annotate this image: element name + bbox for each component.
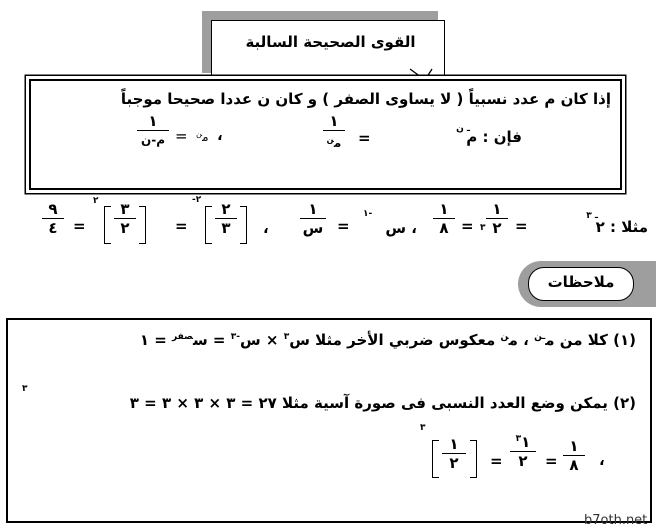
example-frac-4-den: ٣ [221, 219, 231, 237]
example-frac-5-num: ٣ [120, 200, 130, 218]
note1-part-d: × س [239, 331, 279, 349]
page-title: القوى الصحيحة السالبة [245, 33, 416, 51]
note2-frac-3-den: ٢ [449, 454, 459, 472]
note1-sup-4: -٣ [230, 332, 240, 342]
example-label: مثلا : ٢ [595, 218, 648, 236]
note2-frac-1-num: ١ [569, 437, 579, 455]
definition-neg-n-exp: ـ ن [456, 124, 470, 134]
example-frac-4 [215, 201, 237, 236]
note2-sup: ٣ [22, 384, 28, 394]
note2-frac-2-num-val: ١ [521, 433, 531, 451]
paren-left [104, 206, 111, 244]
example-frac-2-num: ١ [439, 200, 449, 218]
example-eq-4: = [175, 217, 188, 235]
definition-frac-2-den: م-ن [140, 133, 166, 147]
notes-heading: ملاحظات [547, 273, 615, 291]
note2-eq-1: = [545, 452, 558, 470]
example-eq-1: = [515, 217, 528, 235]
example-frac-1-den: ٢ [492, 219, 502, 237]
watermark: b7oth.net [584, 513, 648, 528]
note1-text [140, 331, 636, 349]
paren-right [240, 206, 247, 244]
definition-comma: ، [217, 126, 223, 144]
definition-then: فإن : م [466, 128, 522, 146]
example-frac-1 [486, 201, 508, 236]
note2-frac-2-den: ٢ [518, 452, 528, 470]
example-exp-neg2: ٢- [192, 195, 202, 205]
example-frac-5 [114, 201, 136, 236]
note2-comma: ، [599, 451, 605, 469]
paren-left [205, 206, 212, 244]
note1-part-a: (١) كلا من م [545, 331, 636, 349]
example-eq-3: = [337, 217, 350, 235]
definition-frac-1-den: م$^ن$ [326, 135, 342, 150]
note2-frac-2 [510, 431, 536, 469]
example-exp-neg3: ـ ٣ [586, 211, 598, 221]
example-exp2: ٢ [93, 196, 99, 206]
note2-text: (٢) يمكن وضع العدد النسبى فى صورة آسية مثلا ٢٧ = ٣ × ٣ × ٣ = ٣ [129, 394, 636, 412]
example-frac-1-num: ١ [492, 200, 502, 218]
example-frac-3-num: ١ [308, 200, 318, 218]
note2-eq-2: = [490, 452, 503, 470]
paren-left [432, 440, 439, 478]
example-exp3: ٣ [480, 223, 486, 233]
example-frac-3 [300, 201, 326, 236]
note2-frac-2-sup: ٣ [515, 434, 522, 444]
example-s-term: ، س [385, 219, 417, 237]
example-frac-5-den: ٢ [120, 219, 130, 237]
example-eq-2: = [461, 217, 474, 235]
note2-frac-1-den: ٨ [569, 456, 579, 474]
example-frac-4-num: ٢ [221, 200, 231, 218]
paren-right [139, 206, 146, 244]
note2-frac-3-sup: ٣ [420, 423, 426, 433]
note1-sup-2: ن [500, 332, 509, 342]
definition-frac-1 [323, 113, 345, 151]
note2-frac-3 [442, 436, 466, 471]
note1-part-b: ، م [508, 331, 529, 349]
example-frac-2 [433, 201, 455, 236]
note1-part-e: = س [192, 331, 226, 349]
definition-equals-2: = [175, 127, 188, 145]
definition-equals: = [358, 129, 371, 147]
note1-sup-5: صفر [172, 332, 193, 342]
definition-frac-1-num: ١ [329, 112, 339, 130]
paren-right [470, 440, 477, 478]
note1-part-f: = ١ [139, 331, 167, 349]
note1-sup-1: ـن [534, 332, 546, 342]
example-comma: ، [263, 219, 269, 237]
example-frac-6 [42, 201, 64, 236]
note2-frac-2-num [510, 431, 536, 450]
example-frac-6-num: ٩ [48, 200, 58, 218]
example-s-exp: -١ [363, 209, 373, 219]
note1-sup-3: ٣ [283, 332, 290, 342]
example-frac-3-den: س [302, 219, 324, 237]
note2-frac-1 [563, 438, 585, 473]
definition-m-pow-n: م$^ن$ [196, 129, 209, 144]
definition-frac-2 [137, 113, 169, 148]
note1-part-c: معكوس ضربي الأخر مثلا س [289, 331, 496, 349]
example-frac-6-den: ٤ [48, 219, 58, 237]
example-eq-5: = [73, 217, 86, 235]
example-frac-2-den: ٨ [439, 219, 449, 237]
definition-frac-2-num: ١ [148, 112, 158, 130]
definition-line1: إذا كان م عدد نسبياً ( لا يساوى الصفر ) و كان ن عددا صحيحا موجباً [120, 90, 611, 108]
note2-frac-3-num: ١ [449, 435, 459, 453]
